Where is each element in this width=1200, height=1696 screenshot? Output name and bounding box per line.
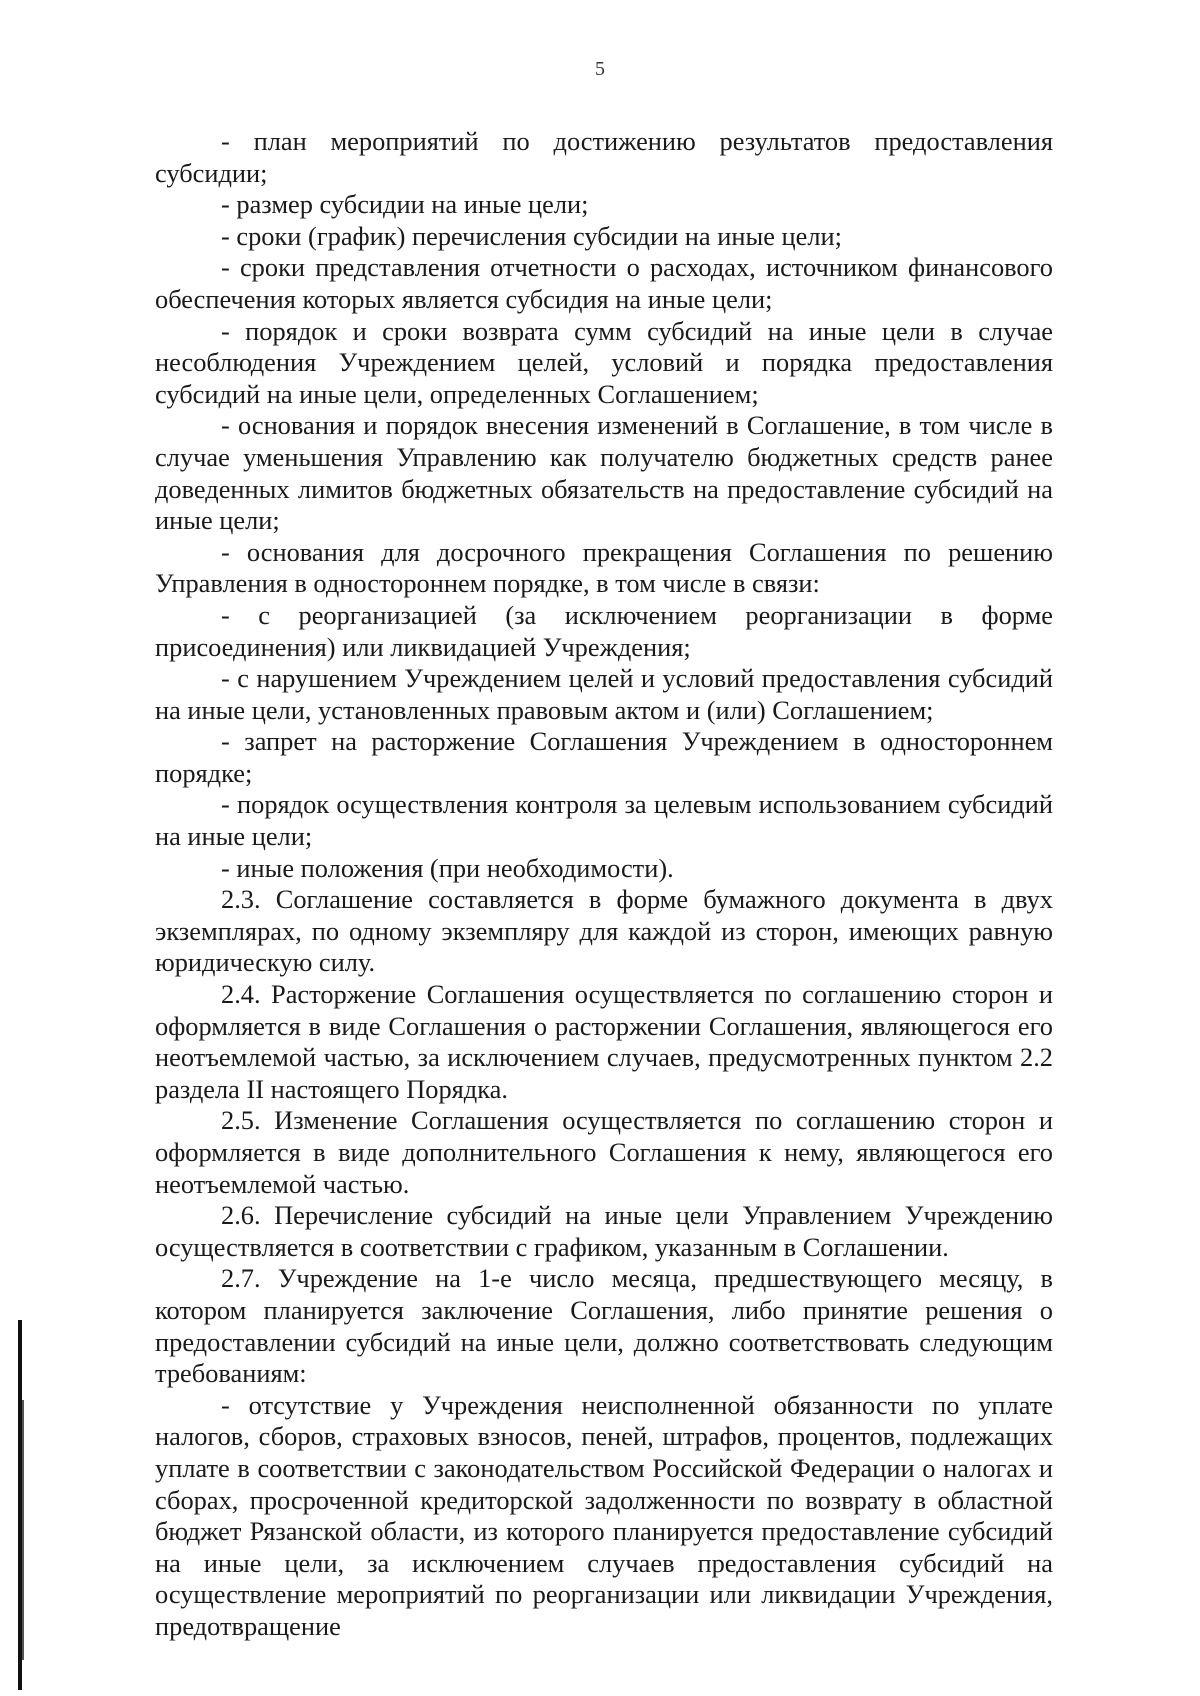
- paragraph: 2.6. Перечисление субсидий на иные цели Управлением Учреждению осуществляется в соответствии с графиком, указанным в Соглашении.: [155, 1200, 1053, 1262]
- page-number: 5: [595, 58, 605, 80]
- document-body: [155, 126, 1053, 1643]
- scan-edge-mark: [22, 1400, 24, 1660]
- paragraph: - иные положения (при необходимости).: [221, 852, 674, 883]
- paragraph: - порядок осуществления контроля за целевым использованием субсидий на иные цели;: [155, 789, 1053, 852]
- paragraph: - размер субсидии на иные цели;: [221, 189, 589, 220]
- paragraph: - основания для досрочного прекращения Соглашения по решению Управления в одностороннем порядке, в том числе в связи:: [155, 536, 1053, 599]
- paragraph: - порядок и сроки возврата сумм субсидий на иные цели в случае несоблюдения Учреждением целей, условий и порядка предоставления субсидий на иные цели, определенных Соглашением;: [155, 315, 1053, 409]
- paragraph: - план мероприятий по достижению результатов предоставления субсидии;: [155, 126, 1053, 188]
- paragraph: - запрет на расторжение Соглашения Учреждением в одностороннем порядке;: [155, 726, 1053, 788]
- paragraph: 2.5. Изменение Соглашения осуществляется по соглашению сторон и оформляется в виде дополнительного Соглашения к нему, являющегося его неотъемлемой частью.: [155, 1105, 1053, 1199]
- paragraph: - отсутствие у Учреждения неисполненной обязанности по уплате налогов, сборов, страховых взносов, пеней, штрафов, процентов, подлежащих уплате в соответствии с законодательством Российской Федерации о налогах и сборах, просроченной кредиторской задолженности по возврату в областной бюджет Рязанской области, из которого планируется предоставление субсидий на иные цели, за исключением случаев предоставления субсидий на осуществление мероприятий по реорганизации или ликвидации Учреждения, предотвращение: [155, 1389, 1053, 1641]
- paragraph: 2.4. Расторжение Соглашения осуществляется по соглашению сторон и оформляется в виде Соглашения о расторжении Соглашения, являющегося его неотъемлемой частью, за исключением случаев, предусмотренных пунктом 2.2 раздела II настоящего Порядка.: [155, 979, 1053, 1104]
- paragraph: 2.3. Соглашение составляется в форме бумажного документа в двух экземплярах, по одному экземпляру для каждой из сторон, имеющих равную юридическую силу.: [155, 884, 1053, 978]
- paragraph: - основания и порядок внесения изменений в Соглашение, в том числе в случае уменьшения Управлению как получателю бюджетных средств ранее доведенных лимитов бюджетных обязательств на предоставление субсидий на иные цели;: [155, 410, 1053, 536]
- paragraph: 2.7. Учреждение на 1-е число месяца, предшествующего месяцу, в котором планируется заключение Соглашения, либо принятие решения о предоставлении субсидий на иные цели, должно соответствовать следующим требованиям:: [155, 1263, 1053, 1389]
- paragraph: - с реорганизацией (за исключением реорганизации в форме присоединения) или ликвидацией Учреждения;: [155, 599, 1053, 662]
- paragraph: - сроки представления отчетности о расходах, источником финансового обеспечения которых является субсидия на иные цели;: [155, 252, 1053, 314]
- paragraph: - с нарушением Учреждением целей и условий предоставления субсидий на иные цели, установленных правовым актом и (или) Соглашением;: [155, 663, 1053, 725]
- paragraph: - сроки (график) перечисления субсидии на иные цели;: [221, 220, 842, 251]
